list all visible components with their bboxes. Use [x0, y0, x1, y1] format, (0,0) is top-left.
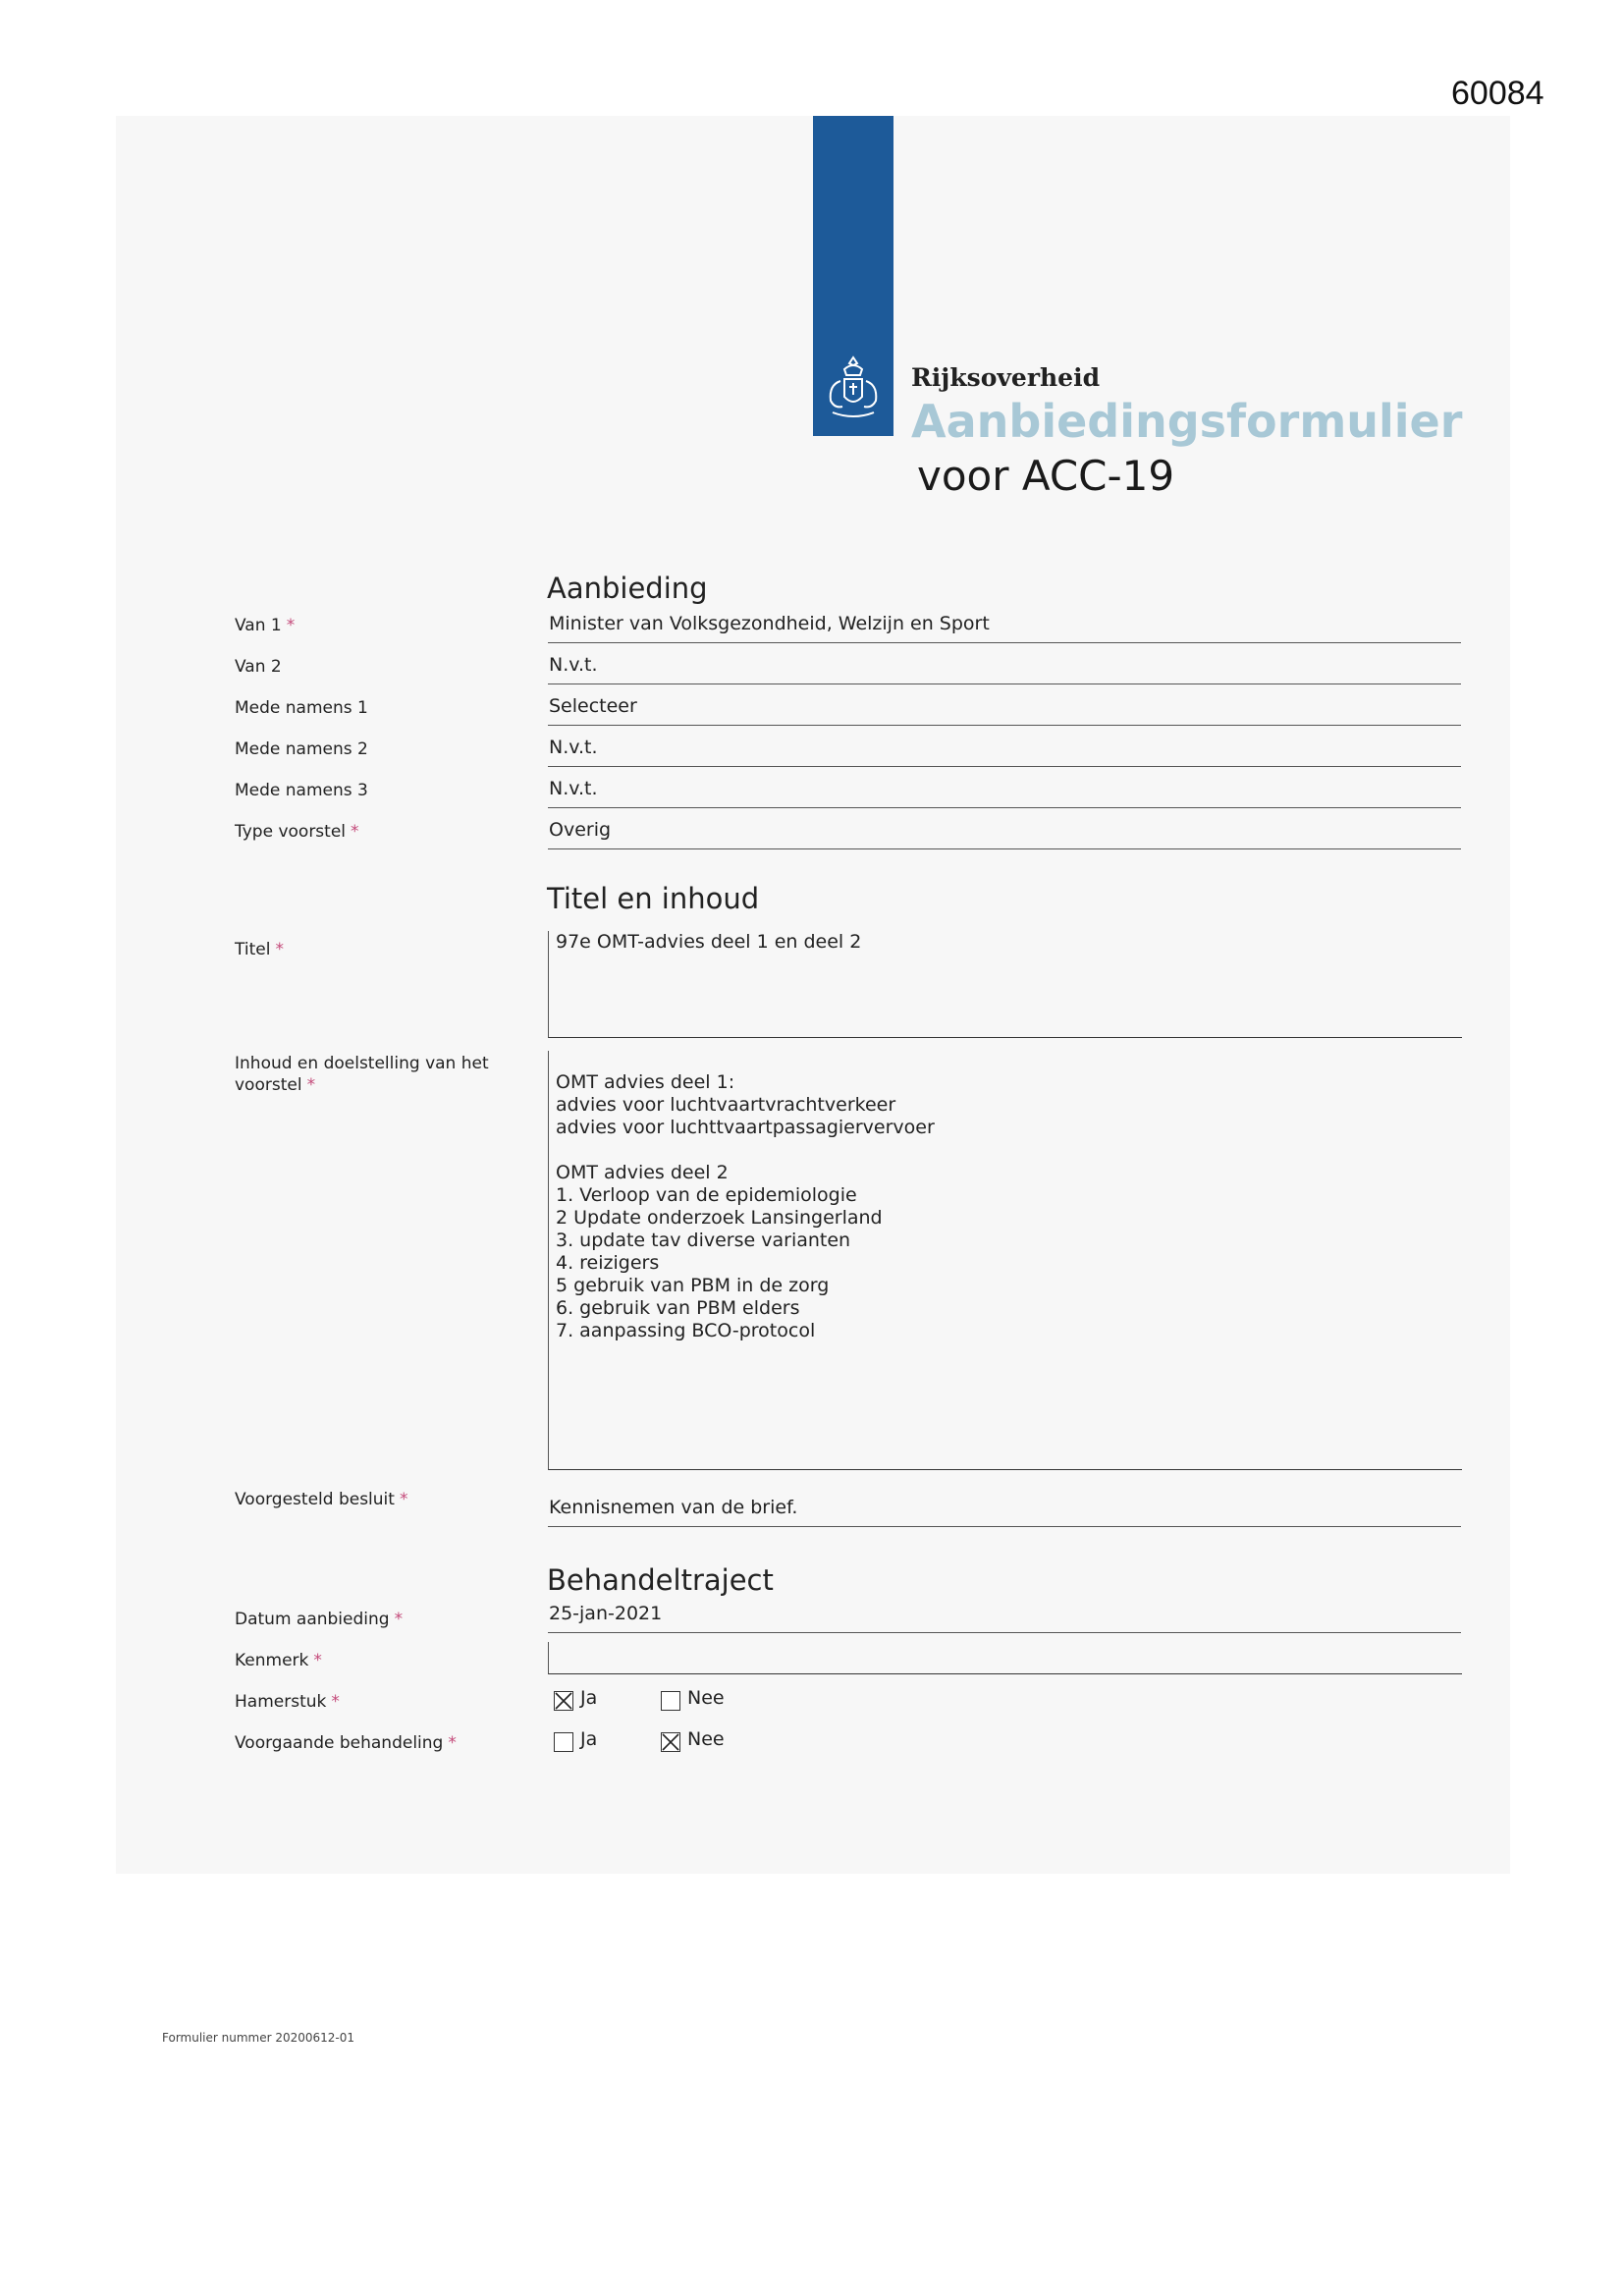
- datum-value: 25-jan-2021: [549, 1603, 663, 1624]
- inhoud-value: OMT advies deel 1: advies voor luchtvaartvrachtverkeer advies voor luchttvaartpassagiervervoer OMT advies deel 2 1. Verloop van de epidemiologie 2 Update onderzoek Lansingerland 3. update tav diverse varianten 4. reizigers 5 gebruik van PBM in de zorg 6. gebruik van PBM elders 7. aanpassing BCO-protocol: [556, 1071, 935, 1341]
- inhoud-label: Inhoud en doelstelling van het voorstel *: [235, 1054, 489, 1095]
- form-number-footer: Formulier nummer 20200612-01: [162, 2031, 355, 2045]
- voorgaande-ja-label: Ja: [580, 1728, 598, 1750]
- type-label: Type voorstel *: [235, 822, 359, 842]
- hamerstuk-ja-label: Ja: [580, 1687, 598, 1709]
- mede1-field[interactable]: [548, 691, 1461, 726]
- titel-value: 97e OMT-advies deel 1 en deel 2: [556, 931, 862, 953]
- voorgaande-nee-label: Nee: [687, 1728, 725, 1750]
- hamerstuk-nee-label: Nee: [687, 1687, 725, 1709]
- hamerstuk-ja-checkbox[interactable]: [554, 1691, 573, 1711]
- type-value: Overig: [549, 819, 612, 841]
- type-field[interactable]: [548, 815, 1461, 849]
- form-title: Aanbiedingsformulier: [911, 395, 1463, 448]
- voorgaande-label: Voorgaande behandeling *: [235, 1733, 457, 1753]
- titel-label: Titel *: [235, 940, 284, 959]
- van2-label: Van 2: [235, 657, 282, 677]
- mede2-label: Mede namens 2: [235, 739, 368, 759]
- mede3-field[interactable]: [548, 774, 1461, 808]
- form-subtitle: voor ACC-19: [917, 452, 1175, 500]
- voorgaande-nee-checkbox[interactable]: [661, 1732, 680, 1752]
- brand-name: Rijksoverheid: [911, 363, 1101, 392]
- hamerstuk-nee-checkbox[interactable]: [661, 1691, 680, 1711]
- van1-label: Van 1 *: [235, 616, 296, 635]
- mede2-field[interactable]: [548, 733, 1461, 767]
- mede2-value: N.v.t.: [549, 737, 598, 758]
- check-x-icon: [555, 1692, 572, 1710]
- mede3-value: N.v.t.: [549, 778, 598, 799]
- crest-icon: [819, 352, 888, 430]
- section-behandeltraject-heading: Behandeltraject: [547, 1563, 774, 1597]
- datum-field[interactable]: [548, 1599, 1461, 1633]
- section-titel-heading: Titel en inhoud: [547, 882, 760, 915]
- rijksoverheid-logo-bar: [813, 116, 893, 436]
- voorgaande-ja-checkbox[interactable]: [554, 1732, 573, 1752]
- check-x-icon: [662, 1733, 679, 1751]
- kenmerk-label: Kenmerk *: [235, 1651, 322, 1670]
- van2-value: N.v.t.: [549, 654, 598, 676]
- datum-label: Datum aanbieding *: [235, 1610, 404, 1629]
- besluit-value: Kennisnemen van de brief.: [549, 1497, 798, 1518]
- van2-field[interactable]: [548, 650, 1461, 684]
- mede1-value: Selecteer: [549, 695, 637, 717]
- hamerstuk-label: Hamerstuk *: [235, 1692, 340, 1712]
- mede3-label: Mede namens 3: [235, 781, 368, 800]
- section-aanbieding-heading: Aanbieding: [547, 572, 708, 605]
- besluit-label: Voorgesteld besluit *: [235, 1490, 408, 1509]
- document-number: 60084: [1451, 75, 1544, 112]
- kenmerk-field[interactable]: [548, 1642, 1462, 1674]
- van1-value: Minister van Volksgezondheid, Welzijn en Sport: [549, 613, 990, 634]
- mede1-label: Mede namens 1: [235, 698, 368, 718]
